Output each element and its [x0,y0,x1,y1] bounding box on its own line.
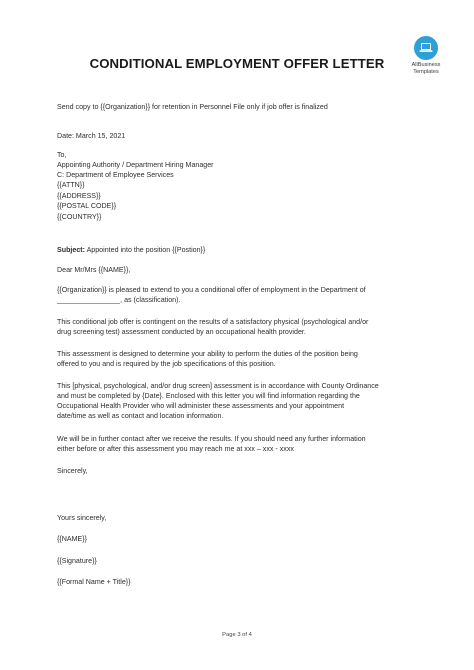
name-placeholder: {{NAME}} [57,535,87,543]
send-copy-note: Send copy to {{Organization}} for retention in Personnel File only if job offer is finalized [57,103,328,111]
subject-text: Appointed into the position {{Postion}} [84,246,206,254]
address-line: Appointing Authority / Department Hiring Manager [57,161,214,169]
paragraph-line: This [physical, psychological, and/or drug screen] assessment is in accordance with County Ordinance [57,382,379,390]
paragraph-line: We will be in further contact after we receive the results. If you should need any further information [57,435,366,443]
paragraph-line: drug screening test) assessment conducted by an occupational health provider. [57,328,306,336]
signature-placeholder: {{Signature}} [57,557,97,565]
to-line: To, [57,151,67,159]
paragraph-line: offered to you and is required by the job specifications of this position. [57,360,276,368]
subject-line [57,245,205,255]
logo-line1: AllBusiness [411,62,441,68]
paragraph-line: either before or after this assessment you may reach me at xxx – xxx - xxxx [57,445,294,453]
paragraph-line: ________________, as (classification). [57,296,181,304]
salutation: Dear Mr/Mrs {{NAME}}, [57,266,131,274]
letter-date: Date: March 15, 2021 [57,132,126,140]
address-line: C: Department of Employee Services [57,171,174,179]
paragraph-line: and must be completed by {Date}. Enclosed with this letter you will find information regarding the [57,392,360,400]
page-number: Page 3 of 4 [222,632,252,638]
address-line: {{COUNTRY}} [57,213,102,221]
closing-sincerely: Sincerely, [57,467,88,475]
page-title: CONDITIONAL EMPLOYMENT OFFER LETTER [89,56,385,71]
logo-line2: Templates [413,68,439,75]
subject-label: Subject: [57,246,85,254]
formal-name-placeholder: {{Formal Name + Title}} [57,578,131,586]
paragraph-line: This conditional job offer is contingent on the results of a satisfactory physical (psychological and/or [57,318,369,326]
paragraph-line: Occupational Health Provider who will administer these assessments and your appointment [57,402,345,410]
address-line: {{ATTN}} [57,181,85,189]
address-line: {{ADDRESS}} [57,192,101,200]
paragraph-line: {{Organization}} is pleased to extend to you a conditional offer of employment in the Department of [57,286,366,294]
address-line: {{POSTAL CODE}} [57,202,117,210]
paragraph-line: date/time as well as contact and location information. [57,412,224,420]
closing-yours-sincerely: Yours sincerely, [57,514,107,522]
paragraph-line: This assessment is designed to determine your ability to perform the duties of the position being [57,350,358,358]
